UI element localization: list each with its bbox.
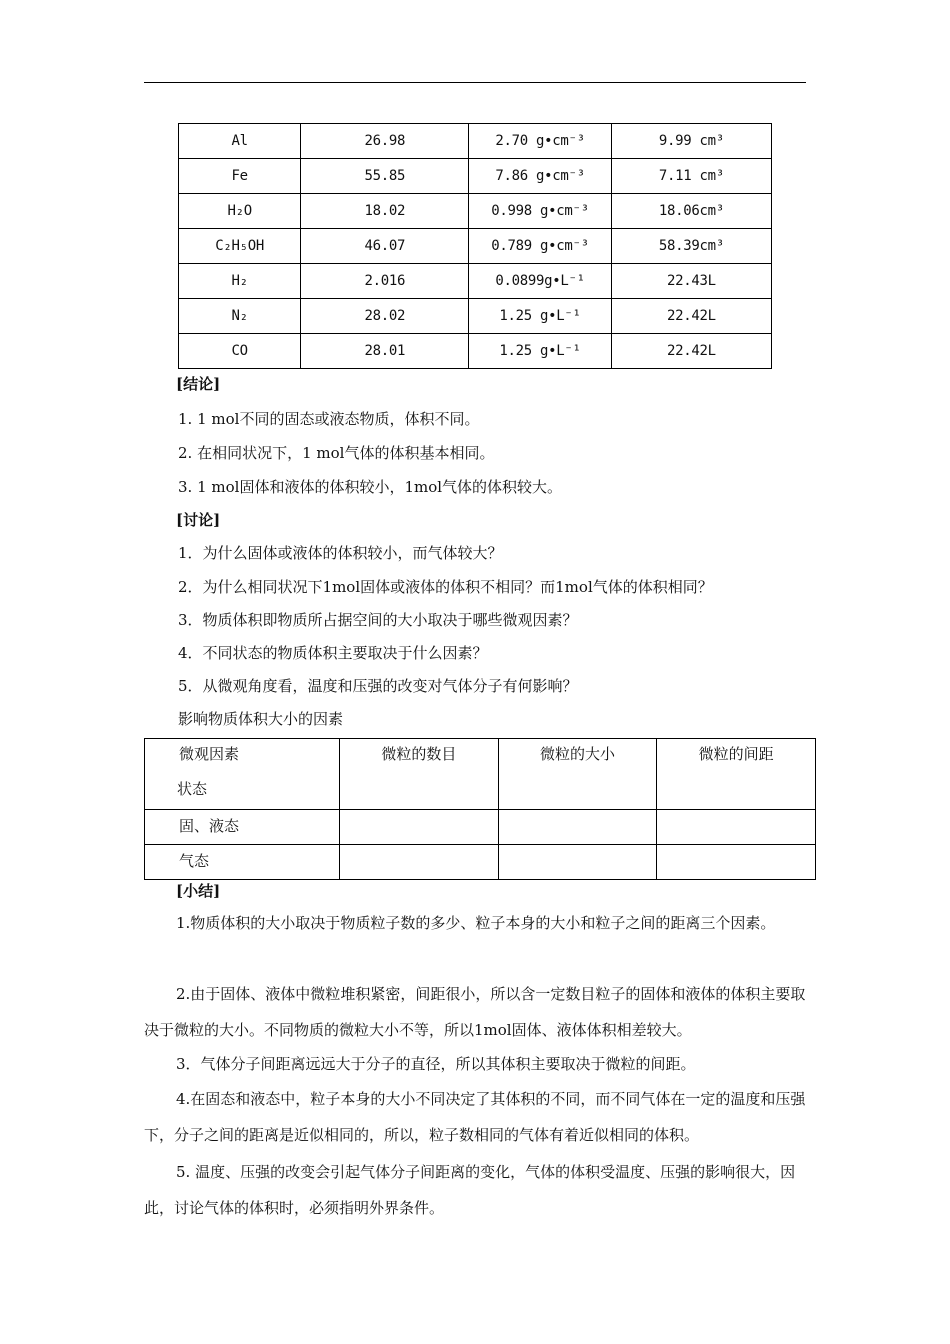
table-row bbox=[179, 229, 772, 264]
empty-cell bbox=[498, 845, 657, 880]
corner-header-bottom: 状态 bbox=[177, 780, 208, 798]
molar-volume-table bbox=[178, 123, 772, 369]
density-cell: 2.70 g•cm⁻³ bbox=[469, 124, 612, 159]
empty-cell bbox=[657, 845, 816, 880]
substance-cell: Al bbox=[179, 124, 301, 159]
table-row bbox=[145, 845, 816, 880]
density-cell: 1.25 g•L⁻¹ bbox=[469, 299, 612, 334]
empty-cell bbox=[340, 810, 499, 845]
summary-paragraph: 5. 温度、压强的改变会引起气体分子间距离的变化，气体的体积受温度、压强的影响很大，因此，讨论气体的体积时，必须指明外界条件。 bbox=[144, 1163, 796, 1217]
molar-mass-cell: 2.016 bbox=[301, 264, 469, 299]
corner-header-cell bbox=[145, 739, 340, 810]
molar-mass-cell: 26.98 bbox=[301, 124, 469, 159]
density-cell: 1.25 g•L⁻¹ bbox=[469, 334, 612, 369]
conclusion-heading: [结论] bbox=[176, 375, 221, 393]
summary-paragraph: 2.由于固体、液体中微粒堆积紧密，间距很小，所以含一定数目粒子的固体和液体的体积主要取决于微粒的大小。不同物质的微粒大小不等，所以1mol固体、液体体积相差较大。 bbox=[144, 985, 806, 1039]
discussion-item: 4．不同状态的物质体积主要取决于什么因素？ bbox=[178, 644, 488, 662]
summary-paragraph: 4.在固态和液态中，粒子本身的大小不同决定了其体积的不同，而不同气体在一定的温度和压强下，分子之间的距离是近似相同的，所以，粒子数相同的气体有着近似相同的体积。 bbox=[144, 1090, 806, 1144]
table-row bbox=[179, 299, 772, 334]
density-cell: 0.0899g•L⁻¹ bbox=[469, 264, 612, 299]
table-row bbox=[145, 739, 816, 810]
table-row bbox=[179, 159, 772, 194]
column-header: 微粒的间距 bbox=[657, 739, 816, 810]
empty-cell bbox=[498, 810, 657, 845]
molar-mass-cell: 28.01 bbox=[301, 334, 469, 369]
volume-cell: 22.43L bbox=[611, 264, 771, 299]
column-header: 微粒的数目 bbox=[340, 739, 499, 810]
volume-cell: 9.99 cm³ bbox=[611, 124, 771, 159]
volume-cell: 7.11 cm³ bbox=[611, 159, 771, 194]
column-header: 微粒的大小 bbox=[498, 739, 657, 810]
factor-table-caption: 影响物质体积大小的因素 bbox=[178, 710, 344, 728]
substance-cell: Fe bbox=[179, 159, 301, 194]
discussion-heading: [讨论] bbox=[176, 511, 221, 529]
density-cell: 0.998 g•cm⁻³ bbox=[469, 194, 612, 229]
volume-cell: 58.39cm³ bbox=[611, 229, 771, 264]
discussion-item: 3．物质体积即物质所占据空间的大小取决于哪些微观因素？ bbox=[178, 611, 578, 629]
molar-mass-cell: 55.85 bbox=[301, 159, 469, 194]
corner-header-top: 微观因素 bbox=[179, 745, 240, 763]
conclusion-item: 3. 1 mol固体和液体的体积较小，1mol气体的体积较大。 bbox=[178, 478, 563, 496]
substance-cell: H₂O bbox=[179, 194, 301, 229]
table-row bbox=[179, 334, 772, 369]
molar-mass-cell: 46.07 bbox=[301, 229, 469, 264]
conclusion-item: 1. 1 mol不同的固态或液态物质，体积不同。 bbox=[178, 410, 480, 428]
substance-cell: H₂ bbox=[179, 264, 301, 299]
summary-paragraph: 3．气体分子间距离远远大于分子的直径，所以其体积主要取决于微粒的间距。 bbox=[176, 1055, 696, 1073]
substance-cell: CO bbox=[179, 334, 301, 369]
volume-cell: 18.06cm³ bbox=[611, 194, 771, 229]
conclusion-item: 2. 在相同状况下，1 mol气体的体积基本相同。 bbox=[178, 444, 495, 462]
molar-mass-cell: 18.02 bbox=[301, 194, 469, 229]
table-row bbox=[179, 194, 772, 229]
row-header: 固、液态 bbox=[145, 810, 340, 845]
density-cell: 7.86 g•cm⁻³ bbox=[469, 159, 612, 194]
volume-cell: 22.42L bbox=[611, 299, 771, 334]
molar-mass-cell: 28.02 bbox=[301, 299, 469, 334]
discussion-item: 5．从微观角度看，温度和压强的改变对气体分子有何影响？ bbox=[178, 677, 578, 695]
row-header: 气态 bbox=[145, 845, 340, 880]
substance-cell: N₂ bbox=[179, 299, 301, 334]
discussion-item: 1．为什么固体或液体的体积较小，而气体较大？ bbox=[178, 544, 503, 562]
discussion-item: 2．为什么相同状况下1mol固体或液体的体积不相同？而1mol气体的体积相同？ bbox=[178, 578, 713, 596]
table-row bbox=[179, 264, 772, 299]
factor-table bbox=[144, 738, 816, 880]
summary-paragraph: 1.物质体积的大小取决于物质粒子数的多少、粒子本身的大小和粒子之间的距离三个因素。 bbox=[176, 914, 776, 932]
table-row bbox=[145, 810, 816, 845]
volume-cell: 22.42L bbox=[611, 334, 771, 369]
table-row bbox=[179, 124, 772, 159]
summary-heading: [小结] bbox=[176, 882, 221, 900]
empty-cell bbox=[657, 810, 816, 845]
empty-cell bbox=[340, 845, 499, 880]
substance-cell: C₂H₅OH bbox=[179, 229, 301, 264]
header-rule bbox=[144, 82, 806, 83]
density-cell: 0.789 g•cm⁻³ bbox=[469, 229, 612, 264]
